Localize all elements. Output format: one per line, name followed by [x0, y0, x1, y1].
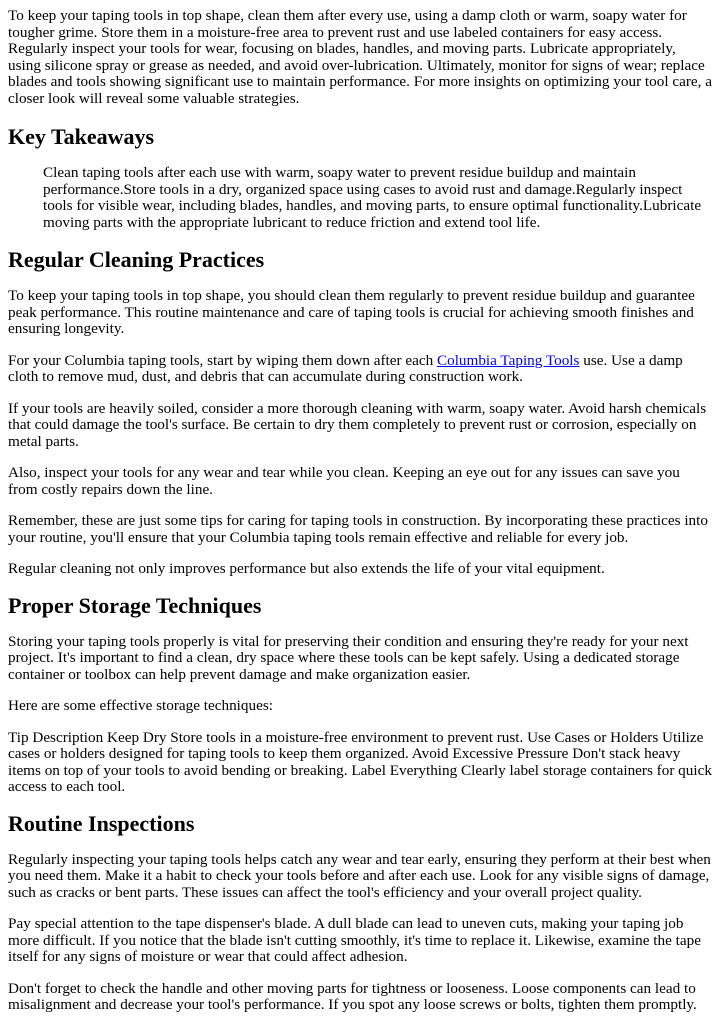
- storage-tips-paragraph: Tip Description Keep Dry Store tools in a moisture-free environment to prevent rust. Use Cases or Holders Utilize cases or holders designed for taping tools to keep them organized. Avoid Excessive Pressure Don't stack heavy items on top of your tools to avoid bending or breaking. Label Everything Clearly label storage containers for quick access to each tool.: [8, 728, 712, 795]
- key-takeaways-section: [8, 124, 712, 231]
- routine-inspections-heading: Routine Inspections: [8, 810, 195, 836]
- cleaning-paragraph-2: [8, 353, 712, 386]
- routine-inspections-section: [8, 811, 712, 1014]
- key-takeaways-blockquote: [43, 165, 712, 231]
- cleaning-paragraph-1: To keep your taping tools in top shape, you should clean them regularly to prevent residue buildup and guarantee peak performance. This routine maintenance and care of taping tools is crucial for achieving smooth finishes and ensuring longevity.: [8, 287, 695, 337]
- regular-cleaning-heading: Regular Cleaning Practices: [8, 247, 265, 272]
- storage-paragraph-1: Storing your taping tools properly is vital for preserving their condition and ensuring they're ready for your next project. It's important to find a clean, dry space where these tools can be kept safely. Using a dedicated storage container or toolbox can help prevent damage and make organization easier.: [8, 632, 689, 683]
- cleaning-paragraph-3: If your tools are heavily soiled, consider a more thorough cleaning with warm, soapy water. Avoid harsh chemicals that could damage the tool's surface. Be certain to dry them completely to prevent rust or corrosion, especially on metal parts.: [8, 399, 707, 450]
- cleaning-paragraph-4: Also, inspect your tools for any wear and tear while you clean. Keeping an eye out for any issues can save you from costly repairs down the line.: [8, 464, 680, 498]
- regular-cleaning-section: [8, 247, 712, 578]
- key-takeaways-text: Clean taping tools after each use with warm, soapy water to prevent residue buildup and maintain performance.Store tools in a dry, organized space using cases to avoid rust and damage.Regularly inspect tools for visible wear, including blades, handles, and moving parts, to ensure optimal functionality.Lubricate moving parts with the appropriate lubricant to reduce friction and extend tool life.: [43, 164, 702, 231]
- columbia-taping-tools-link[interactable]: Columbia Taping Tools: [436, 351, 580, 369]
- cleaning-paragraph-6: Regular cleaning not only improves performance but also extends the life of your vital equipment.: [8, 560, 605, 577]
- cleaning-paragraph-5: Remember, these are just some tips for caring for taping tools in construction. By incorporating these practices into your routine, you'll ensure that your Columbia taping tools remain effective and reliable for every job.: [8, 512, 708, 546]
- inspections-paragraph-1: Regularly inspecting your taping tools helps catch any wear and tear early, ensuring they perform at their best when you need them. Make it a habit to check your tools before and after each use. Look for any visible signs of damage, such as cracks or bent parts. These issues can affect the tool's efficiency and your overall project quality.: [8, 850, 711, 901]
- inspections-paragraph-2: Pay special attention to the tape dispenser's blade. A dull blade can lead to uneven cuts, making your taping job more difficult. If you notice that the blade isn't cutting smoothly, it's time to replace it. Likewise, examine the tape itself for any signs of moisture or wear that could affect adhesion.: [8, 915, 701, 965]
- cleaning-paragraph-2-tail: use. Use a damp cloth to remove mud, dust, and debris that can accumulate during construction work.: [8, 351, 683, 385]
- intro-paragraph: To keep your taping tools in top shape, clean them after every use, using a damp cloth or warm, soapy water for tougher grime. Store them in a moisture-free area to prevent rust and use labeled containers for easy access. Regularly inspect your tools for wear, focusing on blades, handles, and moving parts. Lubricate appropriately, using silicone spray or grease as needed, and avoid over-lubrication. Ultimately, monitor for signs of wear; replace blades and tools showing significant use to maintain performance. For more insights on optimizing your tool care, a closer look will reveal some valuable strategies.: [8, 7, 712, 107]
- key-takeaways-heading: Key Takeaways: [8, 124, 155, 149]
- inspections-paragraph-3: Don't forget to check the handle and other moving parts for tightness or looseness. Loose components can lead to misalignment and decrease your tool's performance. If you spot any loose screws or bolts, tighten them promptly.: [8, 979, 697, 1013]
- storage-paragraph-2: Here are some effective storage techniques:: [8, 697, 273, 714]
- proper-storage-heading: Proper Storage Techniques: [8, 592, 262, 618]
- cleaning-paragraph-2-lead: For your Columbia taping tools, start by wiping them down after each: [8, 351, 437, 369]
- proper-storage-section: [8, 593, 712, 796]
